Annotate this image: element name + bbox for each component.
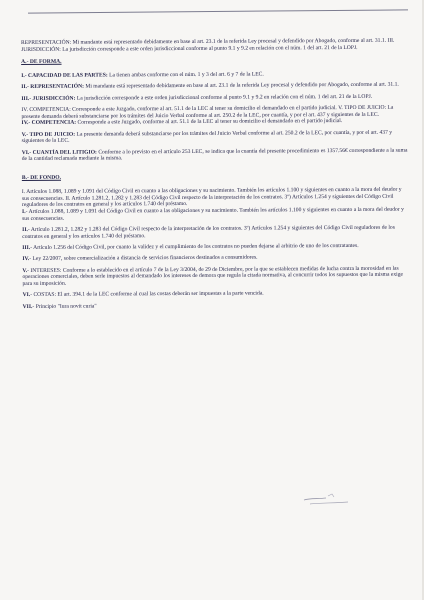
fondo-paragraph: [23, 290, 411, 299]
intro-paragraph: REPRESENTACIÓN: Mi mandante está representado debidamente en base al art. 23.1 de la referida Ley procesal y defendido por Abogado, conforme al art. 31.1. III. JURISDICCIÓN: La jurisdicción corresponde a este orden jurisdiccional conforme al punto 9.1 y 9.2 en relación con el núm. 1 del art. 21 de la LOPJ.: [21, 37, 395, 53]
paragraph-label: III.- JURISDICCIÓN:: [21, 95, 76, 102]
fondo-paragraph: [22, 207, 410, 223]
fondo-paragraph: [22, 225, 410, 241]
paragraph-text: Mi mandante está representado debidamente en base al art. 23.1 de la referida Ley procesal y defendido por Abogado, conforme al art. 31.1.: [83, 82, 399, 91]
paragraph-label: II.: [22, 226, 28, 233]
paragraph-text: - COSTAS: El art. 394.1 de la LEC conforme al cual las costas deberán ser impuestas a la parte vencida.: [30, 290, 264, 299]
forma-paragraph: [21, 71, 409, 80]
paragraph-label: II.- REPRESENTACIÓN:: [21, 84, 84, 91]
paragraph-label: VI.: [22, 292, 31, 299]
forma-paragraph: [21, 82, 409, 91]
top-rule: [28, 9, 408, 13]
paragraph-label: I.: [22, 208, 26, 215]
forma-paragraph: [21, 93, 409, 102]
paragraph-text: - Ley 22/2007, sobre comercialización a distancia de servicios financieros destinados a consumidores.: [29, 254, 258, 263]
paragraph-label: V.: [22, 267, 28, 274]
paragraph-text: Conforme a lo previsto en el artículo 253 LEC, se indica que la cuantía del presente procedimiento es 1357.56€ correspondiente a la suma de la cantidad reclamada mediante la misma.: [21, 147, 408, 163]
forma-paragraph: [22, 147, 410, 163]
paragraph-text: - INTERESES: Conforme a lo establecido en el artículo 7 de la Ley 3/2004, de 29 de Diciembre, por la que se establecen medidas de lucha contra la morosidad en las operaciones comerciales, deben serle impuestos al demandado los intereses de demora que regula la citada normativa, al concurrir todos los supuestos que la misma exige para su imposición.: [22, 265, 404, 287]
paragraph-label: VI.- CUANTÍA DEL LITIGIO:: [21, 149, 97, 156]
fondo-paragraph: [22, 265, 410, 287]
paragraph-label: I.- CAPACIDAD DE LAS PARTES:: [21, 72, 108, 80]
paragraph-text: I. Artículos 1.088, 1.089 y 1.091 del Código Civil en cuanto a las obligaciones y su nacimiento. También los artículos 1.100 y siguientes en cuanto a la mora del deudor y sus consecuencias. II. Artículo 1.281.2, 1.282 y 1.283 del Código Civil respecto de la interpretación de los contratos. 3º) Artículos 1.254 y siguientes del Código Civil reguladores de los contratos en general y los artículos 1.740 del préstamo.: [21, 186, 402, 209]
paragraph-label: III.: [22, 244, 31, 251]
signature-mark: [300, 488, 360, 510]
paragraph-text: - Artículo 1.281.2, 1.282 y 1.283 del Código Civil respecto de la interpretación de los contratos. 3º) Artículos 1.254 y siguientes del Código Civil reguladores de los contratos en general y los artículos 1.740 del préstamo.: [22, 224, 395, 240]
fondo-paragraph: [22, 254, 410, 263]
paragraph-label: V.- TIPO DE JUICIO:: [21, 131, 76, 138]
forma-paragraph: [21, 118, 409, 127]
paragraph-text: Corresponde a este Juzgado, conforme al art. 51.1 de la LEC al tener su domicilio el demandado en el partido judicial.: [76, 118, 343, 127]
fondo-paragraph: [22, 243, 410, 252]
paragraph-text: - Artículo 1.256 del Código Civil, por cuanto la validez y el cumplimiento de los contratos no pueden dejarse al arbitrio de uno de los contratantes.: [30, 242, 359, 251]
fondo-paragraph: [23, 301, 411, 310]
paragraph-text: - Principio "Iura novit curia": [32, 303, 97, 310]
paragraph-text: La presente demanda deberá substanciarse por los trámites del Juicio Verbal conforme al art. 250.2 de la LEC, por cuantía, y por el art. 437 y siguientes de la LEC.: [21, 129, 393, 145]
fondo-paragraph: [22, 186, 410, 208]
section-heading-forma: A.- DE FORMA.: [21, 59, 62, 66]
section-heading-fondo: B.- DE FONDO.: [21, 174, 62, 182]
paragraph-text: La tienen ambas conforme con el núm. 1 y 3 del art. 6 y 7 de la LEC.: [107, 71, 264, 79]
paragraph-text: - Artículos 1.088, 1.089 y 1.091 del Código Civil en cuanto a las obligaciones y su nacimiento. También los artículos 1.100 y siguientes en cuanto a la mora del deudor y sus consecuencias.: [22, 206, 404, 222]
paragraph-label: IV.: [22, 256, 30, 263]
document-body: [21, 38, 411, 315]
paragraph-text: IV. COMPETENCIA: Corresponde a este Juzgado, conforme al art. 51.1 de la LEC al tener su domicilio el demandado en el partido judicial. V. TIPO DE JUICIO: La presente demanda deberá substanciarse por los trámites del Juicio Verbal conforme al art. 250.2 de la LEC, por cuantía, y por el art. 437 y siguientes de la LEC.: [21, 104, 394, 120]
forma-paragraph: [22, 129, 410, 145]
paragraph-text: La jurisdicción corresponde a este orden jurisdiccional conforme al punto 9.1 y 9.2 en relación con el núm. 1 del art. 21 de la LOPJ.: [75, 93, 373, 102]
paragraph-label: VII.: [22, 303, 33, 310]
paragraph-label: IV.- COMPETENCIA:: [21, 120, 77, 127]
